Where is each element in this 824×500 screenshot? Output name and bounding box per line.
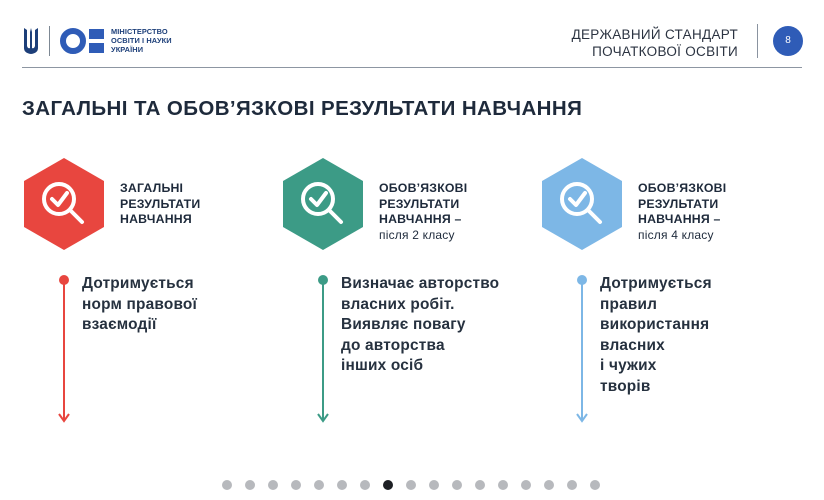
pagination-dot[interactable] [291, 480, 301, 490]
description-line: Дотримується [82, 275, 194, 292]
pagination-dot[interactable] [429, 480, 439, 490]
hexagon-badge [540, 156, 624, 252]
results-column-grade-2 [281, 150, 541, 440]
column-heading [120, 181, 200, 228]
header-rule [22, 67, 802, 68]
pagination-dot[interactable] [475, 480, 485, 490]
pagination-dot[interactable] [314, 480, 324, 490]
slide-title: ЗАГАЛЬНІ ТА ОБОВ’ЯЗКОВІ РЕЗУЛЬТАТИ НАВЧАННЯ [22, 97, 583, 120]
heading-line: НАВЧАННЯ – [379, 212, 462, 226]
standard-title [572, 26, 738, 60]
description-line: використання [600, 316, 710, 333]
page-number-badge: 8 [773, 26, 803, 56]
column-heading [638, 181, 726, 243]
pagination-dot[interactable] [544, 480, 554, 490]
pagination-dot[interactable] [406, 480, 416, 490]
hexagon-badge [22, 156, 106, 252]
description-line: до авторства [341, 336, 445, 354]
pagination-dot[interactable] [268, 480, 278, 490]
ministry-line: УКРАЇНИ [111, 45, 144, 55]
hexagon-badge [281, 156, 365, 252]
timeline-arrow [576, 268, 588, 428]
results-column-general [22, 150, 282, 440]
ministry-line: ОСВІТИ І НАУКИ [111, 36, 172, 46]
description-line: творів [600, 377, 651, 395]
pagination-dot[interactable] [383, 480, 393, 490]
description-line: норм правової [82, 295, 198, 313]
heading-line: НАВЧАННЯ [120, 212, 192, 226]
heading-line: РЕЗУЛЬТАТИ [638, 196, 719, 211]
heading-subtitle: після 2 класу [379, 227, 455, 242]
pagination-dot[interactable] [337, 480, 347, 490]
trident-emblem-icon [22, 26, 40, 56]
standard-line: ПОЧАТКОВОЇ ОСВІТИ [592, 44, 738, 59]
description-line: власних робіт. [341, 295, 455, 313]
column-heading [379, 181, 467, 243]
heading-line: РЕЗУЛЬТАТИ [379, 196, 460, 211]
slide-header [0, 0, 824, 68]
ministry-line: МІНІСТЕРСТВО [111, 27, 168, 36]
heading-line: ОБОВ’ЯЗКОВІ [638, 181, 727, 195]
heading-subtitle: після 4 класу [638, 227, 714, 242]
description-line: інших осіб [341, 357, 424, 374]
timeline-arrow [58, 268, 70, 428]
description-line: Виявляє повагу [341, 316, 466, 333]
heading-line: ЗАГАЛЬНІ [120, 181, 184, 195]
column-description [600, 274, 712, 397]
heading-line: НАВЧАННЯ – [638, 212, 721, 226]
pagination-dot[interactable] [452, 480, 462, 490]
pagination-dot[interactable] [498, 480, 508, 490]
description-line: Визначає авторство [341, 275, 500, 292]
heading-line: ОБОВ’ЯЗКОВІ [379, 181, 468, 195]
description-line: Дотримується [600, 275, 712, 292]
description-line: і чужих [600, 357, 657, 374]
timeline-arrow [317, 268, 329, 428]
ministry-logo-icon [60, 27, 106, 55]
results-column-grade-4 [540, 150, 800, 440]
standard-line: ДЕРЖАВНИЙ СТАНДАРТ [571, 27, 738, 42]
ministry-name [111, 27, 231, 55]
pagination-dot[interactable] [567, 480, 577, 490]
description-line: власних [600, 336, 665, 354]
column-description [82, 274, 197, 336]
pagination-dot[interactable] [590, 480, 600, 490]
pagination-dot[interactable] [360, 480, 370, 490]
heading-line: РЕЗУЛЬТАТИ [120, 196, 201, 211]
column-description [341, 274, 499, 377]
pagination-dot[interactable] [222, 480, 232, 490]
description-line: взаємодії [82, 316, 157, 333]
description-line: правил [600, 295, 658, 313]
header-divider [757, 24, 758, 58]
pagination-dot[interactable] [521, 480, 531, 490]
logo-divider [49, 26, 50, 56]
pagination-dot[interactable] [245, 480, 255, 490]
